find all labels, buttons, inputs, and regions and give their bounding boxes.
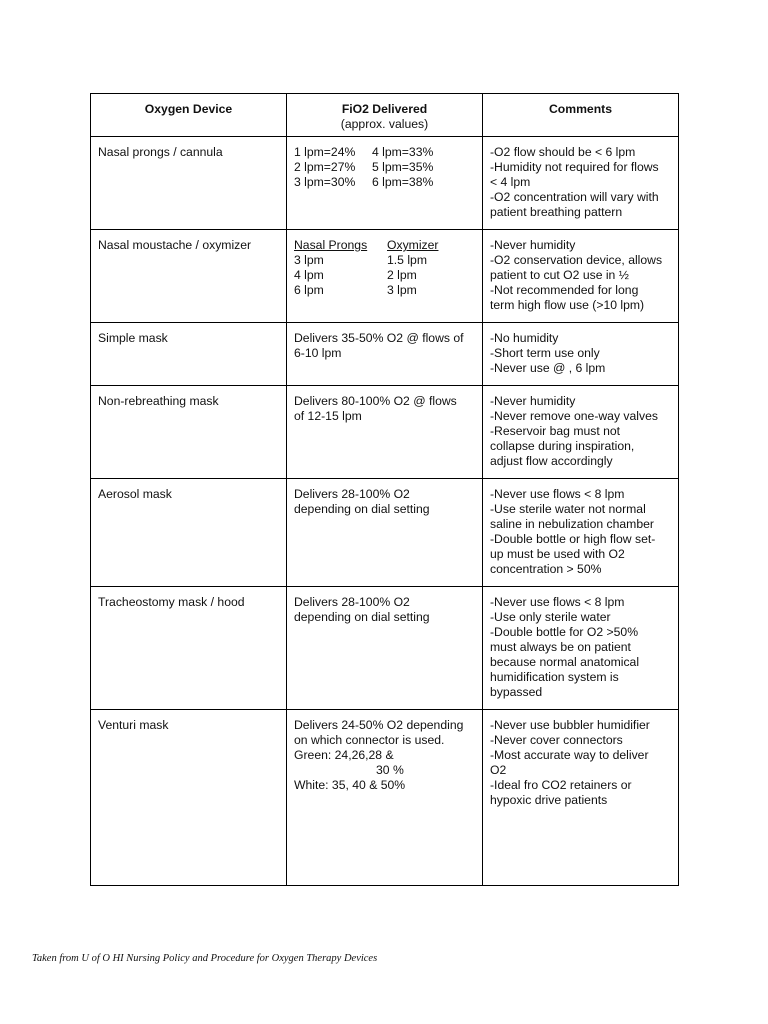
comments-cell: -O2 flow should be < 6 lpm -Humidity not required for flows < 4 lpm -O2 concentration will vary with patient breathing pattern bbox=[483, 137, 679, 230]
comments-cell: -Never use flows < 8 lpm -Use sterile water not normal saline in nebulization chamber -Double bottle or high flow set- up must be used with O2 concentration > 50% bbox=[483, 479, 679, 587]
table-row bbox=[91, 323, 679, 386]
comments-cell: -Never humidity -Never remove one-way valves -Reservoir bag must not collapse during inspiration, adjust flow accordingly bbox=[483, 386, 679, 479]
table-row bbox=[91, 230, 679, 323]
comments-cell: -Never humidity -O2 conservation device, allows patient to cut O2 use in ½ -Not recommended for long term high flow use (>10 lpm) bbox=[483, 230, 679, 323]
device-cell: Venturi mask bbox=[91, 710, 287, 886]
header-row bbox=[91, 94, 679, 137]
header-fio2: FiO2 Delivered (approx. values) bbox=[287, 94, 483, 137]
device-cell: Aerosol mask bbox=[91, 479, 287, 587]
comments-cell: -Never use flows < 8 lpm -Use only sterile water -Double bottle for O2 >50% must always be on patient because normal anatomical humidification system is bypassed bbox=[483, 587, 679, 710]
device-cell: Nasal moustache / oxymizer bbox=[91, 230, 287, 323]
source-footnote: Taken from U of O HI Nursing Policy and Procedure for Oxygen Therapy Devices bbox=[32, 953, 378, 964]
device-cell: Simple mask bbox=[91, 323, 287, 386]
fio2-cell: Delivers 24-50% O2 depending on which connector is used. Green: 24,26,28 & 30 % White: 35, 40 & 50% bbox=[287, 710, 483, 886]
device-cell: Non-rebreathing mask bbox=[91, 386, 287, 479]
fio2-cell: Delivers 28-100% O2 depending on dial setting bbox=[287, 587, 483, 710]
fio2-cell: Delivers 28-100% O2 depending on dial setting bbox=[287, 479, 483, 587]
device-cell: Nasal prongs / cannula bbox=[91, 137, 287, 230]
fio2-cell: 1 lpm=24% 4 lpm=33% 2 lpm=27% 5 lpm=35% 3 lpm=30% 6 lpm=38% bbox=[287, 137, 483, 230]
table-row bbox=[91, 386, 679, 479]
comments-cell: -Never use bubbler humidifier -Never cover connectors -Most accurate way to deliver O2 -Ideal fro CO2 retainers or hypoxic drive patients bbox=[483, 710, 679, 886]
table-row bbox=[91, 137, 679, 230]
table-row bbox=[91, 479, 679, 587]
fio2-cell: Nasal Prongs Oxymizer 3 lpm 1.5 lpm 4 lpm 2 lpm 6 lpm 3 lpm bbox=[287, 230, 483, 323]
table-row bbox=[91, 710, 679, 886]
device-cell: Tracheostomy mask / hood bbox=[91, 587, 287, 710]
header-fio2-sub: (approx. values) bbox=[340, 117, 429, 131]
header-comments: Comments bbox=[483, 94, 679, 137]
header-device: Oxygen Device bbox=[91, 94, 287, 137]
table-row bbox=[91, 587, 679, 710]
oxygen-device-table bbox=[90, 93, 679, 886]
fio2-cell: Delivers 35-50% O2 @ flows of 6-10 lpm bbox=[287, 323, 483, 386]
fio2-cell: Delivers 80-100% O2 @ flows of 12-15 lpm bbox=[287, 386, 483, 479]
comments-cell: -No humidity -Short term use only -Never use @ , 6 lpm bbox=[483, 323, 679, 386]
